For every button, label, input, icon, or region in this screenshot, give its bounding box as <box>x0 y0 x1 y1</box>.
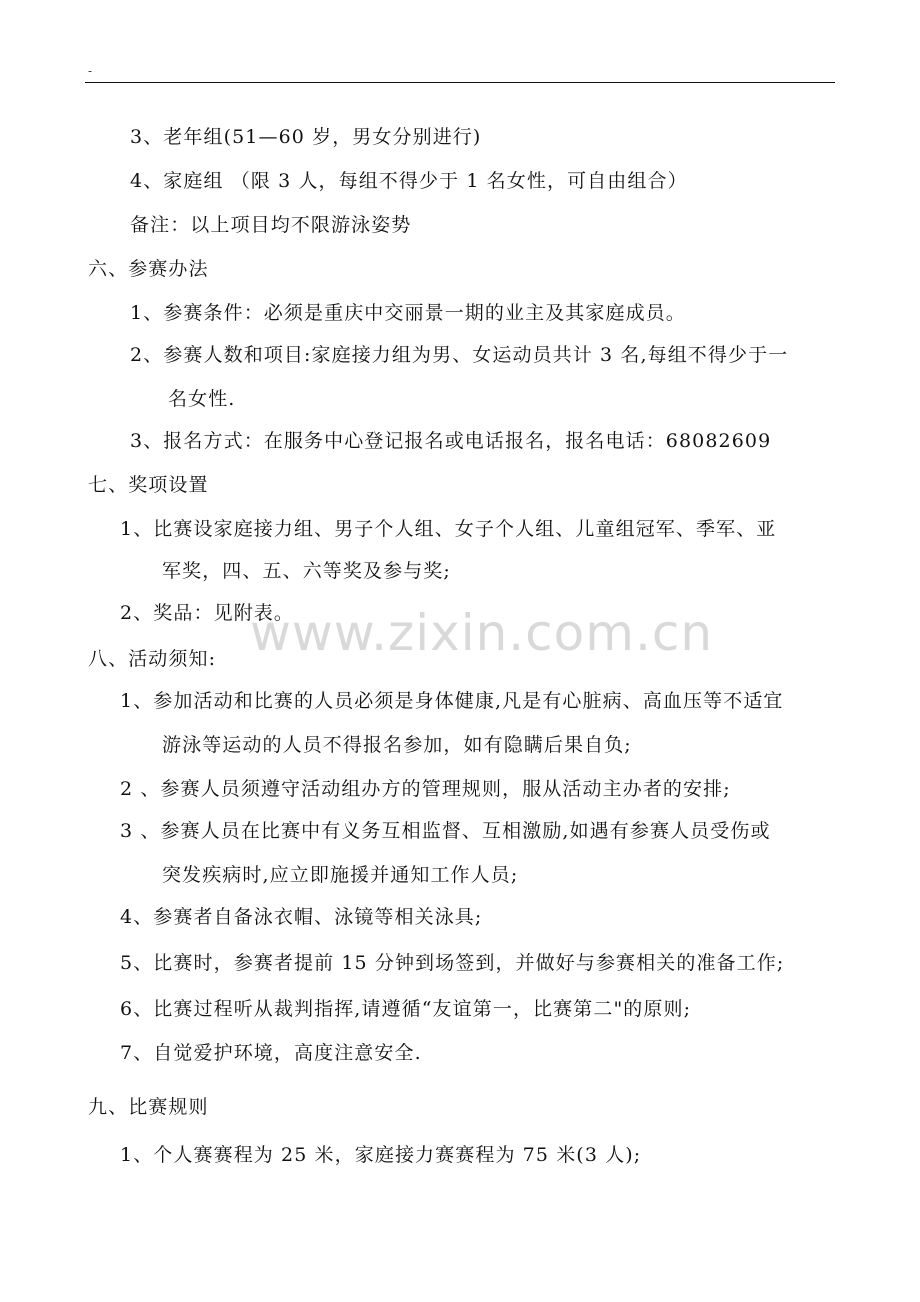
participation-item-2-cont: 名女性. <box>168 388 236 410</box>
watermark: www.zixin.com.cn <box>250 604 714 662</box>
participation-item-2: 2、参赛人数和项目:家庭接力组为男、女运动员共计 3 名,每组不得少于一 <box>130 344 789 366</box>
item-family-group: 4、家庭组 （限 3 人，每组不得少于 1 名女性，可自由组合） <box>130 170 688 192</box>
section-heading-notice: 八、活动须知: <box>88 648 217 670</box>
header-mark: - <box>88 64 93 78</box>
item-elderly-group: 3、老年组(51—60 岁，男女分别进行) <box>130 126 482 148</box>
notice-item-3-cont: 突发疾病时,应立即施援并通知工作人员; <box>162 864 519 886</box>
awards-item-1: 1、比赛设家庭接力组、男子个人组、女子个人组、儿童组冠军、季军、亚 <box>120 518 777 540</box>
section-heading-participation: 六、参赛办法 <box>88 258 209 280</box>
section-heading-rules: 九、比赛规则 <box>88 1096 209 1118</box>
rules-item-1: 1、个人赛赛程为 25 米，家庭接力赛赛程为 75 米(3 人); <box>120 1144 642 1166</box>
notice-item-1: 1、参加活动和比赛的人员必须是身体健康,凡是有心脏病、高血压等不适宜 <box>120 690 784 712</box>
participation-item-3: 3、报名方式：在服务中心登记报名或电话报名，报名电话：68082609 <box>130 430 772 452</box>
notice-item-2: 2 、参赛人员须遵守活动组办方的管理规则，服从活动主办者的安排; <box>120 778 731 800</box>
awards-item-2: 2、奖品：见附表。 <box>120 602 294 624</box>
notice-item-6: 6、比赛过程听从裁判指挥,请遵循“友谊第一，比赛第二"的原则; <box>120 998 692 1020</box>
notice-item-1-cont: 游泳等运动的人员不得报名参加，如有隐瞒后果自负; <box>162 734 632 756</box>
section-heading-awards: 七、奖项设置 <box>88 474 209 496</box>
notice-item-3: 3 、参赛人员在比赛中有义务互相监督、互相激励,如遇有参赛人员受伤或 <box>120 820 771 842</box>
notice-item-5: 5、比赛时，参赛者提前 15 分钟到场签到，并做好与参赛相关的准备工作; <box>120 952 785 974</box>
header-rule <box>85 82 835 83</box>
notice-item-4: 4、参赛者自备泳衣帽、泳镜等相关泳具; <box>120 906 483 928</box>
participation-item-1: 1、参赛条件：必须是重庆中交丽景一期的业主及其家庭成员。 <box>130 302 686 324</box>
notice-item-7: 7、自觉爱护环境，高度注意安全. <box>120 1042 422 1064</box>
remark-line: 备注：以上项目均不限游泳姿势 <box>130 214 412 236</box>
awards-item-1-cont: 军奖，四、五、六等奖及参与奖; <box>162 560 451 582</box>
